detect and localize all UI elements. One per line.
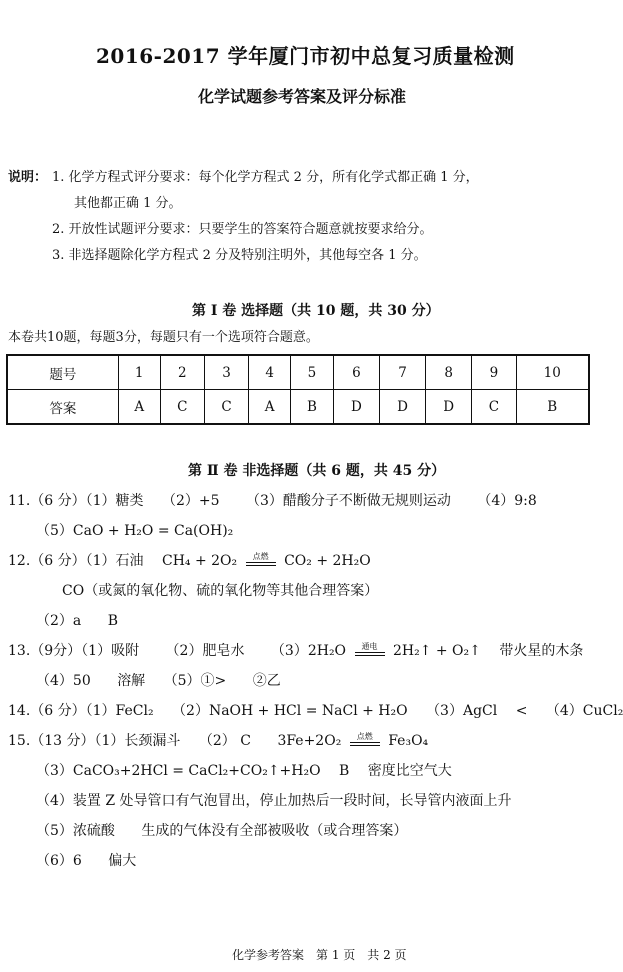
- part1-heading: 第 Ⅰ 卷 选择题（共 10 题，共 30 分）: [192, 303, 440, 319]
- q11-p4: （4）9:8: [477, 493, 537, 509]
- q15-head: 15.（13 分）（1）长颈漏斗: [8, 733, 181, 749]
- table-cell: A: [118, 390, 160, 425]
- q12-line3: [36, 610, 118, 630]
- table-cell: A: [249, 390, 291, 425]
- answer-table: [6, 354, 590, 425]
- q12-eq-left: CH₄ + 2O₂: [161, 553, 238, 569]
- q12-p2: （2）a: [36, 613, 82, 629]
- q15-line5: [36, 850, 136, 870]
- table-cell: 1: [118, 355, 160, 390]
- q13-line2: [36, 670, 281, 690]
- q14-p3: （3）AgCl: [426, 703, 498, 719]
- q12-head: 12.（6 分）（1）石油: [8, 553, 144, 569]
- q15-p3: （3）CaCO₃+2HCl = CaCl₂+CO₂↑+H₂O: [36, 763, 321, 779]
- q14-head: 14.（6 分）（1）FeCl₂: [8, 703, 154, 719]
- table-cell: 3: [204, 355, 248, 390]
- table-cell: 9: [472, 355, 516, 390]
- q14-line1: [8, 700, 623, 720]
- row-label-number: 题号: [7, 355, 118, 390]
- q13-eq-right: 2H₂↑ + O₂↑: [392, 643, 481, 659]
- q15-eq-left: 3Fe+2O₂: [277, 733, 342, 749]
- q12-line1: [8, 550, 371, 570]
- table-cell: C: [472, 390, 516, 425]
- q13-p3b: 带火星的木条: [499, 643, 584, 659]
- q11-p5: （5）CaO + H₂O = Ca(OH)₂: [36, 523, 234, 539]
- q13-p3: （3）2H₂O: [270, 643, 347, 659]
- q12-line2: CO（或氮的氧化物、硫的氧化物等其他合理答案）: [62, 583, 379, 599]
- q12-p2b: B: [107, 613, 119, 629]
- note-1a: 1. 化学方程式评分要求：每个化学方程式 2 分，所有化学式都正确 1 分，: [52, 170, 479, 185]
- condition-label: 通电: [361, 642, 378, 651]
- q15-p3b: B: [339, 763, 350, 779]
- table-cell: D: [333, 390, 379, 425]
- q11-p2: （2）+5: [161, 493, 220, 509]
- table-cell: B: [516, 390, 589, 425]
- table-cell: D: [426, 390, 472, 425]
- table-cell: C: [204, 390, 248, 425]
- q13-p5: （5）①>: [163, 673, 227, 689]
- table-cell: B: [291, 390, 334, 425]
- page-title: 2016-2017 学年厦门市初中总复习质量检测: [96, 44, 515, 68]
- condition-label: 点燃: [252, 552, 269, 561]
- table-cell: C: [160, 390, 204, 425]
- note-1b: 其他都正确 1 分。: [74, 196, 182, 211]
- q13-p4: （4）50: [36, 673, 91, 689]
- notes-label: 说明：: [8, 170, 48, 185]
- q11-line1: [8, 490, 537, 510]
- q13-p5b: ②乙: [252, 673, 281, 689]
- reaction-condition: [355, 643, 385, 659]
- note-2: 2. 开放性试题评分要求：只要学生的答案符合题意就按要求给分。: [52, 222, 433, 237]
- q15-line1: [8, 730, 428, 750]
- q14-p2: （2）NaOH + HCl = NaCl + H₂O: [172, 703, 408, 719]
- q15-p6b: 偏大: [108, 853, 137, 869]
- reaction-condition: [350, 733, 380, 749]
- page-subtitle: 化学试题参考答案及评分标准: [198, 87, 407, 106]
- q14-p3b: <: [515, 703, 528, 719]
- q13-head: 13.（9分）（1）吸附: [8, 643, 140, 659]
- q15-p5: （5）浓硫酸: [36, 823, 115, 839]
- table-cell: 8: [426, 355, 472, 390]
- q15-p5b: 生成的气体没有全部被吸收（或合理答案）: [141, 823, 408, 839]
- table-row-numbers: [7, 355, 589, 390]
- q15-p3c: 密度比空气大: [367, 763, 452, 779]
- q11-p3: （3）醋酸分子不断做无规则运动: [245, 493, 451, 509]
- q13-p4b: 溶解: [117, 673, 146, 689]
- table-cell: 10: [516, 355, 589, 390]
- q15-p6: （6）6: [36, 853, 82, 869]
- table-cell: 4: [249, 355, 291, 390]
- q15-p2: （2）: [198, 733, 236, 749]
- q15-line3: （4）装置 Z 处导管口有气泡冒出，停止加热后一段时间，长导管内液面上升: [36, 793, 512, 809]
- note-3: 3. 非选择题除化学方程式 2 分及特别注明外，其他每空各 1 分。: [52, 248, 427, 263]
- table-cell: 7: [379, 355, 425, 390]
- q13-line1: [8, 640, 583, 660]
- q15-eq-right: Fe₃O₄: [388, 733, 429, 749]
- table-cell: 5: [291, 355, 334, 390]
- q12-eq-right: CO₂ + 2H₂O: [284, 553, 371, 569]
- page-footer: 化学参考答案 第 1 页 共 2 页: [232, 948, 407, 962]
- part2-heading: 第 Ⅱ 卷 非选择题（共 6 题，共 45 分）: [188, 463, 446, 479]
- q14-p4: （4）CuCl₂: [545, 703, 623, 719]
- table-row-answers: [7, 390, 589, 425]
- table-cell: D: [379, 390, 425, 425]
- q11-head: 11.（6 分）（1）糖类: [8, 493, 144, 509]
- table-cell: 6: [333, 355, 379, 390]
- table-cell: 2: [160, 355, 204, 390]
- q15-line4: [36, 820, 407, 840]
- reaction-condition: [246, 553, 276, 569]
- q13-p2: （2）肥皂水: [165, 643, 245, 659]
- q15-line2: [36, 760, 452, 780]
- row-label-answer: 答案: [7, 390, 118, 425]
- q15-p2b: C: [240, 733, 251, 749]
- part1-intro: 本卷共10题，每题3分，每题只有一个选项符合题意。: [8, 330, 319, 345]
- condition-label: 点燃: [356, 732, 373, 741]
